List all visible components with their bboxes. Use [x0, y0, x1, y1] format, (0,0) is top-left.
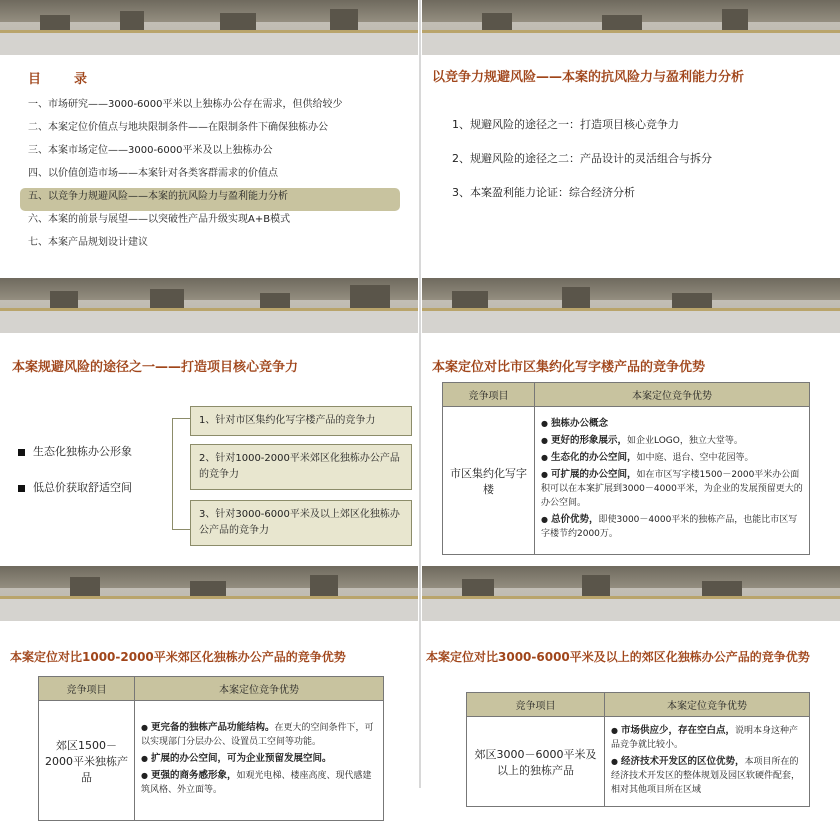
bullet-text: 低总价获取舒适空间 — [33, 481, 132, 494]
toc-item[interactable]: 三、本案市场定位——3000-6000平米及以上独栋办公 — [28, 145, 273, 156]
advantage-item: ● 更强的商务感形象，如观光电梯、楼座高度、现代感建筑风格、外立面等。 — [141, 770, 372, 795]
table-header: 竞争项目 — [467, 693, 605, 717]
slide-vs-suburban-small[interactable] — [0, 566, 418, 795]
city-banner — [422, 566, 840, 621]
advantage-item: ● 总价优势，即使3000－4000平米的独栋产品，也能比市区写字楼节约2000万。 — [541, 514, 798, 539]
advantage-item: ● 独栋办公概念 — [541, 418, 608, 429]
slide-vs-suburban-large[interactable] — [422, 566, 840, 795]
advantage-item: ● 生态化的办公空间，如中庭、退台、空中花园等。 — [541, 452, 754, 463]
advantage-cell — [135, 701, 384, 821]
list-item: 1、规避风险的途径之一：打造项目核心竞争力 — [452, 118, 679, 131]
city-banner — [422, 0, 840, 55]
table-header: 本案定位竞争优势 — [535, 383, 810, 407]
slide-core-competitiveness[interactable] — [0, 278, 418, 568]
square-bullet-icon — [18, 485, 25, 492]
city-banner — [422, 278, 840, 333]
toc-item[interactable]: 四、以价值创造市场——本案针对各类客群需求的价值点 — [28, 168, 278, 179]
toc-item-active[interactable]: 五、以竞争力规避风险——本案的抗风险力与盈利能力分析 — [20, 188, 400, 211]
list-item: 3、本案盈利能力论证：综合经济分析 — [452, 186, 635, 199]
city-banner — [0, 566, 418, 621]
slide-toc[interactable] — [0, 0, 418, 290]
slide-title: 本案规避风险的途径之一——打造项目核心竞争力 — [12, 360, 299, 375]
advantage-item: ● 市场供应少，存在空白点，说明本身这种产品竞争就比较小。 — [611, 724, 799, 750]
advantage-item: ● 扩展的办公空间，可为企业预留发展空间。 — [141, 753, 332, 764]
slide-vs-urban-office[interactable] — [422, 278, 840, 568]
advantage-cell — [605, 717, 810, 807]
square-bullet-icon — [18, 449, 25, 456]
advantage-item: ● 更好的形象展示，如企业LOGO，独立大堂等。 — [541, 435, 743, 446]
comparison-table — [442, 382, 810, 555]
slide-title: 以竞争力规避风险——本案的抗风险力与盈利能力分析 — [432, 70, 745, 85]
list-item — [18, 479, 132, 515]
table-header: 竞争项目 — [39, 677, 135, 701]
list-item: 2、规避风险的途径之二：产品设计的灵活组合与拆分 — [452, 152, 712, 165]
toc-item[interactable]: 七、本案产品规划设计建议 — [28, 237, 148, 248]
row-label: 郊区3000－6000平米及以上的独栋产品 — [467, 717, 605, 807]
comparison-table — [38, 676, 384, 821]
toc-list — [20, 96, 400, 257]
competition-box: 2、针对1000-2000平米郊区化独栋办公产品的竞争力 — [190, 444, 412, 490]
advantage-cell — [535, 407, 810, 555]
bullet-list — [18, 443, 132, 515]
bracket-connector — [172, 418, 190, 530]
competition-box: 3、针对3000-6000平米及以上郊区化独栋办公产品的竞争力 — [190, 500, 412, 546]
toc-item[interactable]: 二、本案定位价值点与地块限制条件——在限制条件下确保独栋办公 — [28, 122, 328, 133]
point-list — [452, 116, 712, 218]
table-header: 本案定位竞争优势 — [605, 693, 810, 717]
advantage-item: ● 可扩展的办公空间，如在市区写字楼1500－2000平米办公面积可以在本案扩展到3000－4000平米，为企业的发展预留更大的办公空间。 — [541, 469, 803, 508]
slide-title: 本案定位对比3000-6000平米及以上的郊区化独栋办公产品的竞争优势 — [426, 650, 810, 664]
advantage-item: ● 更完备的独栋产品功能结构。在更大的空间条件下，可以实现部门分层办公、设置员工空间等功能。 — [141, 722, 374, 747]
list-item — [18, 443, 132, 479]
row-label: 市区集约化写字楼 — [443, 407, 535, 555]
table-header: 本案定位竞争优势 — [135, 677, 384, 701]
toc-item[interactable]: 六、本案的前景与展望——以突破性产品升级实现A+B模式 — [28, 214, 291, 225]
city-banner — [0, 278, 418, 333]
column-divider — [419, 0, 421, 788]
row-label: 郊区1500－2000平米独栋产品 — [39, 701, 135, 821]
city-banner — [0, 0, 418, 55]
advantage-item: ● 经济技术开发区的区位优势，本项目所在的经济技术开发区的整体规划及园区软硬件配套，相对其他项目所在区域 — [611, 755, 801, 795]
toc-item[interactable]: 一、市场研究——3000-6000平米以上独栋办公存在需求，但供给较少 — [28, 99, 343, 110]
table-header: 竞争项目 — [443, 383, 535, 407]
bullet-text: 生态化独栋办公形象 — [33, 445, 132, 458]
slide-title: 本案定位对比1000-2000平米郊区化独栋办公产品的竞争优势 — [10, 650, 346, 664]
toc-title: 目 录 — [28, 72, 98, 87]
slide-title: 本案定位对比市区集约化写字楼产品的竞争优势 — [432, 360, 706, 375]
competition-box: 1、针对市区集约化写字楼产品的竞争力 — [190, 406, 412, 436]
comparison-table — [466, 692, 810, 807]
slide-risk-overview[interactable] — [422, 0, 840, 290]
